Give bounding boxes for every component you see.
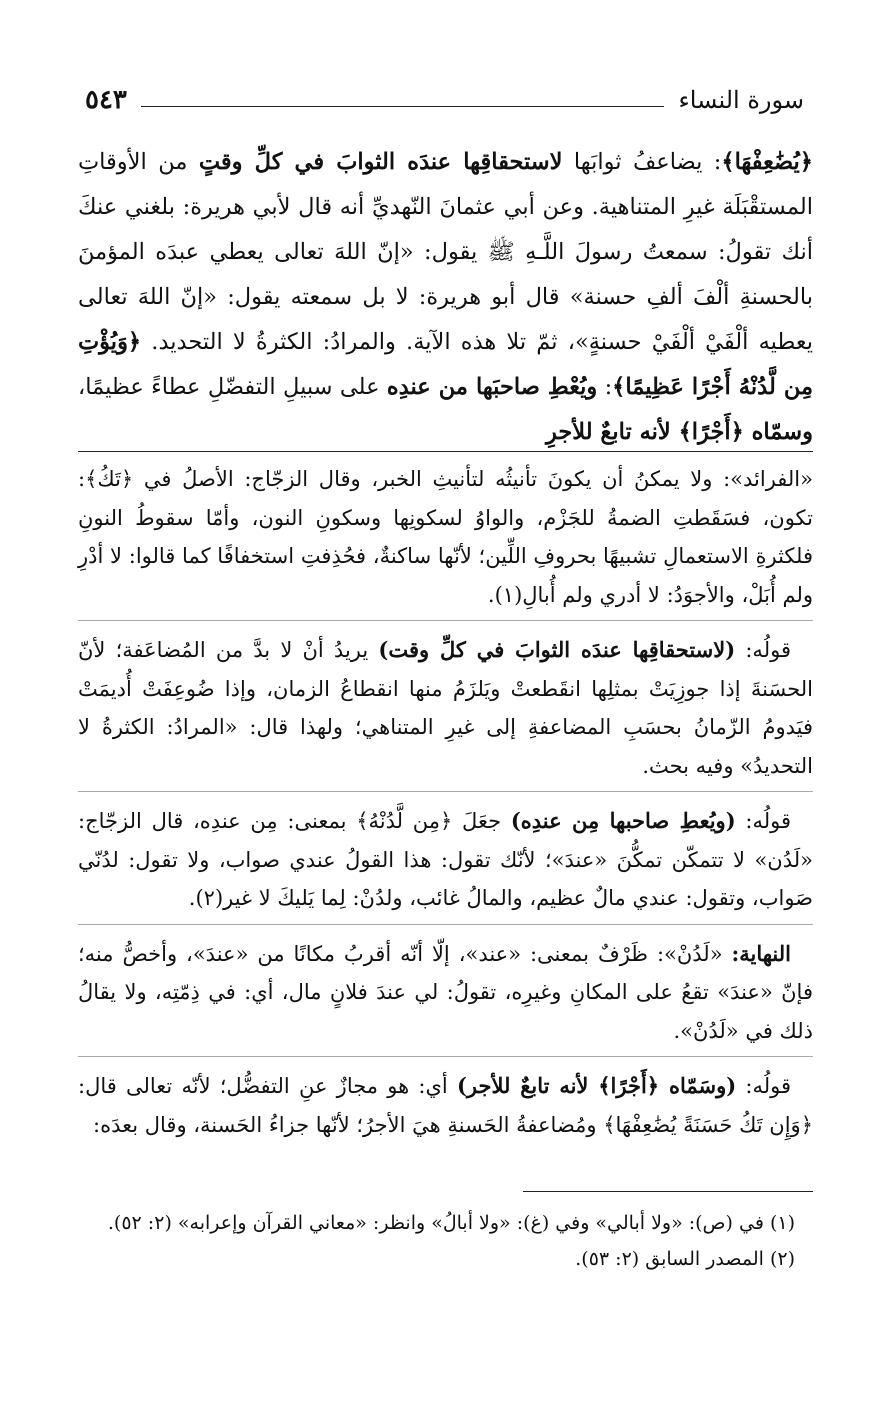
footnotes [78, 1205, 813, 1277]
main-paragraph [78, 140, 813, 455]
commentary-paragraph [78, 1067, 813, 1144]
commentary-block [78, 631, 813, 792]
commentary-block [78, 1067, 813, 1150]
commentary [78, 460, 813, 1160]
footnote: (٢) المصدر السابق (٢: ٥٣). [575, 1248, 795, 1270]
text-run: على سبيلِ التفضّلِ عطاءً عظيمًا، [78, 374, 387, 400]
page-header [85, 80, 804, 120]
commentary-block [78, 935, 813, 1058]
section-divider [78, 451, 813, 452]
quran-quote: ﴿أَجْرًا﴾ [670, 419, 752, 445]
commentary-paragraph [78, 802, 813, 918]
page-number: ٥٤٣ [85, 85, 127, 115]
surah-title: سورة النساء [678, 86, 804, 114]
bold-text: النهاية: [731, 940, 791, 966]
commentary-paragraph: «الفرائد»: ولا يمكنُ أن يكونَ تأنيثُه لتأنيثِ الخبر، وقال الزجّاج: الأصلُ في ﴿تَكُ﴾: تكون، فسَقَطتِ الضمةُ للجَزْم، والواوُ لسكونِها وسكونِ النون، وأمّا سقوطُ النونِ فلكثرةِ الاستعمالِ تشبيهًا بحروفِ اللِّين؛ لأنّها ساكنةٌ، فحُذِفتِ استخفافًا كما قالوا: لا أدْرِ ولم أُبَلْ، والأجوَدُ: لا أدري ولم أُبالِ(١). [78, 467, 813, 607]
text-run: قولُه: [736, 1074, 792, 1098]
bold-text: (لاستحقاقِها عندَه الثوابَ في كلِّ وقت) [378, 637, 736, 662]
commentary-paragraph [78, 631, 813, 785]
bold-text: ويُعْطِ صاحبَها من عندِه [386, 374, 598, 400]
text-run: : [597, 374, 613, 400]
header-rule [141, 106, 665, 107]
text-run: من الأوقاتِ المستقْبَلَة غيرِ المتناهية. وعن أبي عثمانَ النّهديِّ أنه قال لأبي هريرة: بلغني عنكَ أنك تقولُ: سمعتُ رسولَ اللَّـهِ ﷺ يقول: «إنّ اللهَ تعالى يعطي عبدَه المؤمنَ بالحسنةِ ألْفَ ألفِ حسنة» قال أبو هريرة: لا بل سمعته يقول: «إنّ اللهَ تعالى يعطيه ألْفَيْ ألْفَيْ حسنةٍ»، ثمّ تلا هذه الآية. والمرادُ: الكثرةُ لا التحديد. [78, 149, 813, 355]
bold-text: وسمّاه [751, 419, 813, 445]
quran-quote: ﴿وَيُؤْتِ مِن لَّدُنْهُ أَجْرًا عَظِيمًا﴾ [78, 329, 814, 400]
bold-text: (وسَمّاه ﴿أَجْرًا﴾ لأنه تابعٌ للأجر) [456, 1073, 737, 1098]
commentary-block [78, 460, 813, 621]
text-run: قولُه: [735, 638, 791, 662]
bold-text: لأنه تابعٌ للأجرِ [545, 419, 671, 445]
footnote-rule [523, 1191, 813, 1192]
text-run: : يضاعفُ ثوابَها [562, 149, 722, 175]
commentary-paragraph [78, 935, 813, 1051]
bold-text: (ويُعطِ صاحبها مِن عندِه) [510, 808, 736, 833]
bold-text: لاستحقاقِها عندَه الثوابَ في كلِّ وقتٍ [198, 149, 563, 175]
quran-quote: ﴿يُضَٰعِفْهَا﴾ [721, 149, 813, 175]
footnote: (١) في (ص): «ولا أبالي» وفي (غ): «ولا أبالُ» وانظر: «معاني القرآن وإعرابه» (٢: ٥٢). [107, 1212, 795, 1234]
text-run: يريدُ أنْ لا بدَّ من المُضاعَفة؛ لأنّ الحسَنةَ إذا جوزِيَتْ بمثلِها انقَطعتْ ويَلزَمُ منها انقطاعُ الزمان، وإذا ضُوعِفَتْ أُديمَتْ فيَدومُ الزّمانُ بحسَبِ المضاعفةِ إلى غيرِ المتناهي؛ ولهذا قال: «المرادُ: الكثرةُ لا التحديدُ» وفيه بحث. [78, 638, 813, 778]
text-run: «لَدُنْ»: ظَرْفٌ بمعنى: «عند»، إلّا أنّه أقربُ مكانًا من «عندَ»، وأخصُّ منه؛ فإنّ «عندَ» تقعُ على المكانِ وغيرِه، تقولُ: لي عندَ فلانٍ مال، أي: في ذِمّتِه، ولا يقالُ ذلك في «لَدُنْ». [78, 941, 813, 1043]
text-run: جعَلَ ﴿مِن لَّدُنْهُ﴾ بمعنى: مِن عندِه، قال الزجّاج: «لَدُن» لا تتمكّن تمكُّنَ «عندَ»؛ لأنّك تقول: هذا القولُ عندي صواب، ولا تقول: لدُنّي صَواب، وتقول: عندي مالٌ عظيم، والمالُ غائب، ولدُنْ: لِما يَليكَ لا غير(٢). [78, 809, 813, 910]
text-run: أي: هو مجازٌ عنِ التفضُّل؛ لأنّه تعالى قال: ﴿وَإِن تَكُ حَسَنَةً يُضَٰعِفْهَا﴾ ومُضاعفةُ الحَسنةِ هيَ الأجرُ؛ لأنّها جزاءُ الحَسنة، وقال بعدَه: [78, 1074, 813, 1137]
commentary-block [78, 802, 813, 925]
text-run: قولُه: [735, 809, 792, 833]
main-text [78, 140, 813, 455]
